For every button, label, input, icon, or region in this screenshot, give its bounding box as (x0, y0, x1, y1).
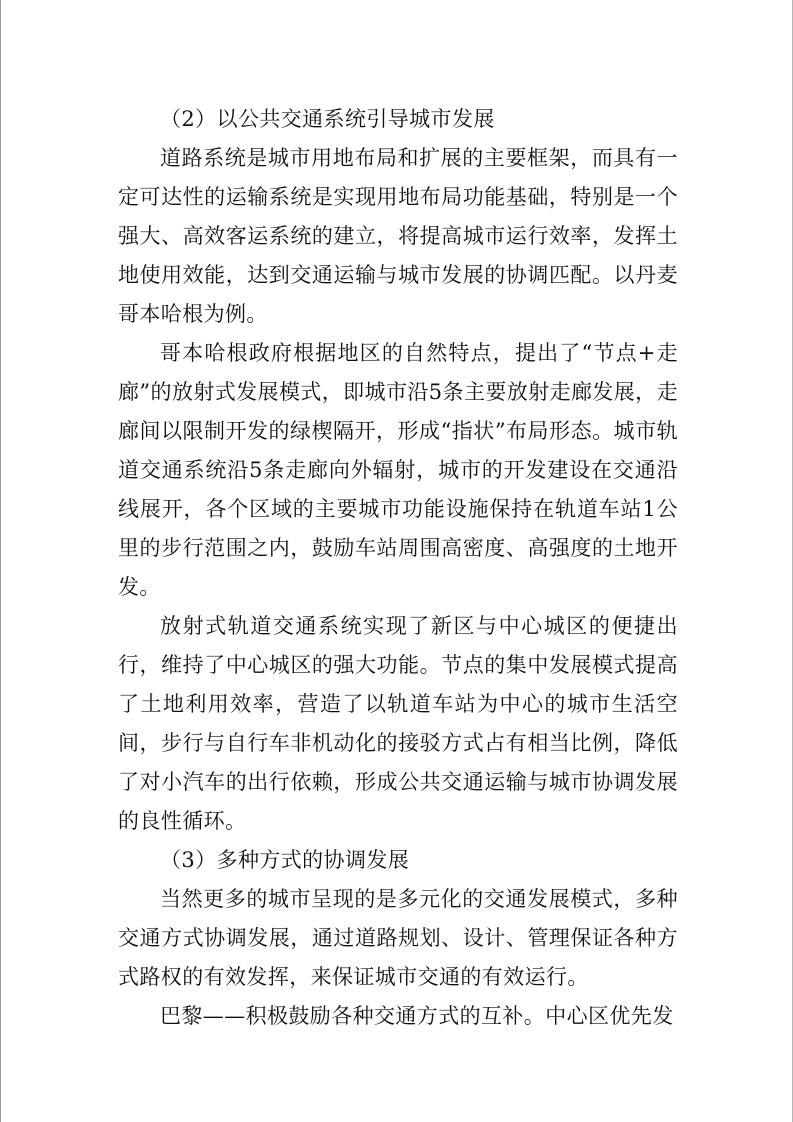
paragraph-paris: 巴黎——积极鼓励各种交通方式的互补。中心区优先发 (160, 1004, 674, 1028)
page-edge-left (0, 0, 1, 1122)
section-heading-public-transit: （2）以公共交通系统引导城市发展 (160, 107, 495, 131)
paragraph-copenhagen-plan: 哥本哈根政府根据地区的自然特点，提出了“节点+走廊”的放射式发展模式，即城市沿5条主要放射走廊发展，走廊间以限制开发的绿楔隔开，形成“指状”布局形态。城市轨道交通系统沿5条走廊向外辐射，城市的开发建设在交通沿线展开，各个区域的主要城市功能设施保持在轨道车站1公里的步行范围之内，鼓励车站周围高密度、高强度的土地开发。 (118, 341, 678, 599)
section-heading-multimodal: （3）多种方式的协调发展 (160, 848, 410, 872)
document-body (118, 100, 678, 1036)
paragraph-road-system: 道路系统是城市用地布局和扩展的主要框架，而具有一定可达性的运输系统是实现用地布局功能基础，特别是一个强大、高效客运系统的建立，将提高城市运行效率，发挥土地使用效能，达到交通运输与城市发展的协调匹配。以丹麦哥本哈根为例。 (118, 146, 678, 326)
paragraph-multimodal-development: 当然更多的城市呈现的是多元化的交通发展模式，多种交通方式协调发展，通过道路规划、设计、管理保证各种方式路权的有效发挥，来保证城市交通的有效运行。 (118, 887, 678, 989)
paragraph-radial-rail: 放射式轨道交通系统实现了新区与中心城区的便捷出行，维持了中心城区的强大功能。节点的集中发展模式提高了土地利用效率，营造了以轨道车站为中心的城市生活空间，步行与自行车非机动化的接驳方式占有相当比例，降低了对小汽车的出行依赖，形成公共交通运输与城市协调发展的良性循环。 (118, 614, 678, 833)
